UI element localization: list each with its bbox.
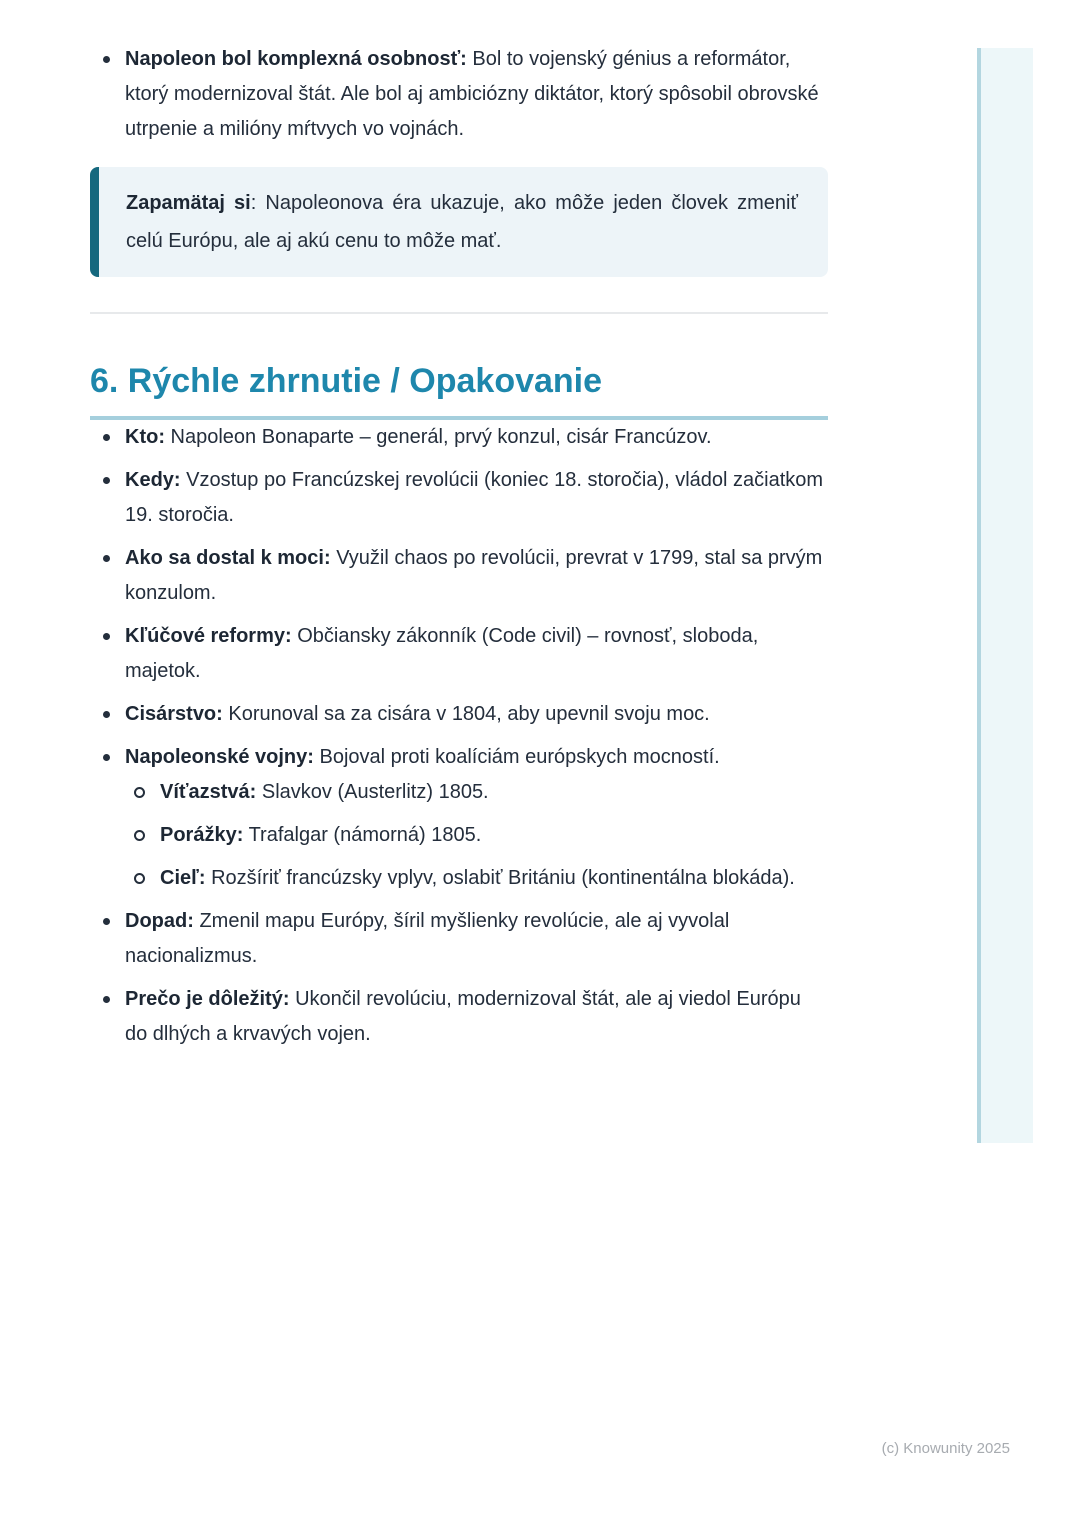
list-item	[90, 420, 828, 455]
item-label: Cieľ:	[160, 867, 206, 889]
callout-paragraph	[126, 184, 798, 260]
callout-label: Zapamätaj si	[126, 192, 251, 214]
item-text: Napoleon Bonaparte – generál, prvý konzul, cisár Francúzov.	[170, 426, 712, 448]
section-title: 6. Rýchle zhrnutie / Opakovanie	[90, 362, 828, 420]
list-item	[90, 541, 828, 611]
item-label: Prečo je dôležitý:	[125, 988, 290, 1010]
item-text: Občiansky zákonník (Code civil) – rovnosť, sloboda, majetok.	[125, 625, 759, 682]
page-edge-decoration	[977, 48, 1033, 1143]
document-content	[90, 42, 828, 1060]
summary-list	[90, 420, 828, 1052]
item-label: Ako sa dostal k moci:	[125, 547, 331, 569]
item-text: Bol to vojenský génius a reformátor, ktorý modernizoval štát. Ale bol aj ambiciózny diktátor, ktorý spôsobil obrovské utrpenie a milióny mŕtvych vo vojnách.	[125, 48, 819, 140]
item-label: Napoleon bol komplexná osobnosť:	[125, 48, 467, 70]
sub-list-item	[125, 861, 828, 896]
item-text: Slavkov (Austerlitz) 1805.	[261, 781, 489, 803]
list-item	[90, 982, 828, 1052]
intro-list	[90, 42, 828, 147]
item-text: Trafalgar (námorná) 1805.	[248, 824, 482, 846]
item-label: Dopad:	[125, 910, 194, 932]
callout-text: : Napoleonova éra ukazuje, ako môže jeden človek zmeniť celú Európu, ale aj akú cenu to môže mať.	[126, 192, 798, 252]
sub-list-item	[125, 775, 828, 810]
list-item	[90, 904, 828, 974]
list-item	[90, 697, 828, 732]
list-item	[90, 463, 828, 533]
callout-note	[90, 167, 828, 277]
item-label: Cisárstvo:	[125, 703, 223, 725]
item-text: Rozšíriť francúzsky vplyv, oslabiť Britániu (kontinentálna blokáda).	[211, 867, 795, 889]
sub-list-item	[125, 818, 828, 853]
list-item	[90, 740, 828, 896]
item-text: Využil chaos po revolúcii, prevrat v 1799, stal sa prvým konzulom.	[125, 547, 823, 604]
section-divider	[90, 312, 828, 314]
item-text: Zmenil mapu Európy, šíril myšlienky revolúcie, ale aj vyvolal nacionalizmus.	[125, 910, 730, 967]
item-text: Vzostup po Francúzskej revolúcii (koniec 18. storočia), vládol začiatkom 19. storočia.	[125, 469, 824, 526]
item-text: Korunoval sa za cisára v 1804, aby upevnil svoju moc.	[228, 703, 710, 725]
item-label: Napoleonské vojny:	[125, 746, 314, 768]
list-item	[90, 42, 828, 147]
sub-list	[125, 775, 828, 896]
item-label: Kedy:	[125, 469, 181, 491]
item-label: Kto:	[125, 426, 165, 448]
item-text: Ukončil revolúciu, modernizoval štát, ale aj viedol Európu do dlhých a krvavých vojen.	[125, 988, 801, 1045]
item-label: Kľúčové reformy:	[125, 625, 292, 647]
item-label: Víťazstvá:	[160, 781, 257, 803]
list-item	[90, 619, 828, 689]
item-text: Bojoval proti koalíciám európskych mocností.	[319, 746, 720, 768]
copyright-text: (c) Knowunity 2025	[881, 1440, 1010, 1457]
item-label: Porážky:	[160, 824, 244, 846]
